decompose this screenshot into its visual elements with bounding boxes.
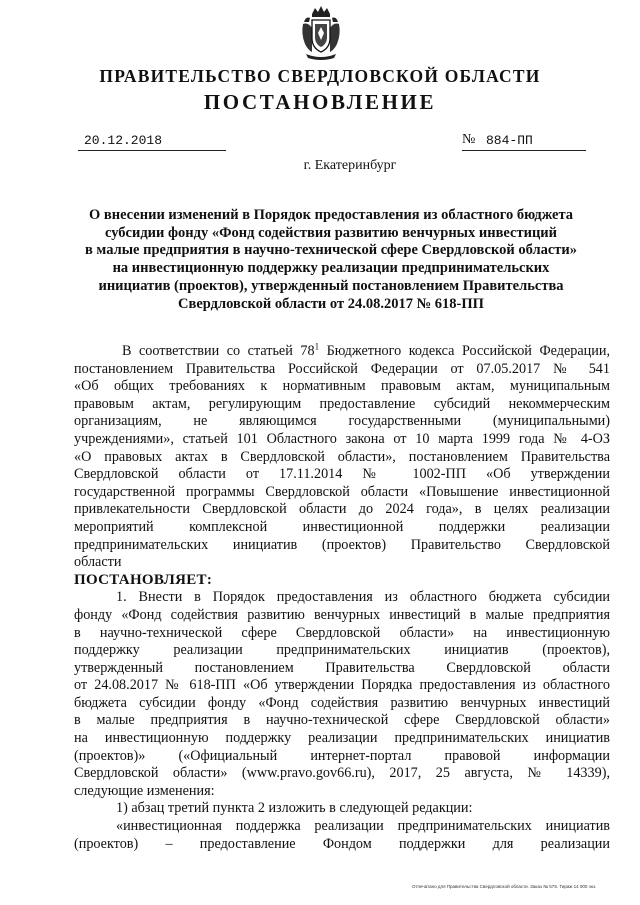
body-line: «О правовых актах в Свердловской области», постановлением Правительства	[74, 448, 610, 465]
body-line: Свердловской области от 17.11.2014 № 1002-ПП «Об утверждении	[74, 466, 610, 483]
body-line: постановлением Правительства Российской Федерации от 07.05.2017 № 541	[74, 360, 610, 377]
number-field	[462, 133, 586, 151]
body-line: привлекательности Свердловской области до 2024 года», в целях реализации	[74, 501, 610, 518]
title-line: в малые предприятия в научно-технической сфере Свердловской области»	[84, 242, 578, 259]
subitem-1: 1) абзац третий пункта 2 изложить в следующей редакции:	[116, 800, 473, 817]
title-line: на инвестиционную поддержку реализации предпринимательских	[112, 260, 550, 277]
body-line: фонду «Фонд содействия развитию венчурных инвестиций в малые предприятия	[74, 606, 610, 623]
item-1-first-line: 1. Внести в Порядок предоставления из областного бюджета субсидии	[116, 589, 610, 606]
document-body	[74, 343, 610, 853]
body-line: следующие изменения:	[74, 782, 215, 799]
decree-word: ПОСТАНОВЛЯЕТ:	[74, 571, 213, 588]
body-line: утвержденный постановлением Правительства Свердловской области	[74, 659, 610, 676]
title-line: инициатив (проектов), утвержденный постановлением Правительства	[98, 277, 564, 294]
preamble-first-line: В соответствии со статьей $78^1$ Бюджетного кодекса Российской Федерации,	[122, 341, 610, 359]
body-line: учреждениями», статьей 101 Областного закона от 10 марта 1999 года № 4-ОЗ	[74, 430, 610, 447]
document-number: 884-ПП	[486, 133, 533, 148]
body-line: от 24.08.2017 № 618-ПП «Об утверждении Порядка предоставления из областного	[74, 677, 610, 694]
body-line: Свердловской области» (www.pravo.gov66.ru), 2017, 25 августа, № 14339),	[74, 765, 610, 782]
document-title	[62, 207, 600, 313]
quote-line: (проектов) – предоставление Фондом поддержки для реализации	[74, 835, 610, 852]
city-name: г. Екатеринбург	[303, 158, 397, 173]
body-line: государственной программы Свердловской области «Повышение инвестиционной	[74, 483, 610, 500]
body-line: организациям, не являющимся государственными (муниципальными)	[74, 413, 610, 430]
coat-of-arms-emblem	[300, 4, 342, 62]
body-line: мероприятий комплексной инвестиционной поддержки реализации	[74, 518, 610, 535]
body-line: бюджета субсидии фонду «Фонд содействия развитию венчурных инвестиций	[74, 694, 610, 711]
body-line: поддержку реализации предпринимательских инициатив (проектов),	[74, 642, 610, 659]
document-type-title: ПОСТАНОВЛЕНИЕ	[203, 90, 437, 114]
document-date: 20.12.2018	[84, 133, 163, 148]
body-line: предпринимательских инициатив (проектов) Правительство Свердловской	[74, 536, 610, 553]
body-line: правовым актам, регулирующим предоставление субсидий некоммерческим	[74, 395, 610, 412]
body-line: в малые предприятия в научно-технической сфере Свердловской области»	[74, 712, 610, 729]
government-name: ПРАВИТЕЛЬСТВО СВЕРДЛОВСКОЙ ОБЛАСТИ	[99, 66, 541, 86]
date-field	[78, 133, 226, 151]
number-sign: №	[462, 132, 476, 147]
title-line: О внесении изменений в Порядок предоставления из областного бюджета	[88, 207, 574, 223]
title-line: Свердловской области от 24.08.2017 № 618-ПП	[178, 295, 484, 312]
body-line: (проектов)» («Официальный интернет-портал правовой информации	[74, 747, 610, 764]
print-footer: Отпечатано для Правительства Свердловской области. Заказ № 575. Тираж 14 000 экз.	[412, 884, 597, 889]
body-line: на инвестиционную поддержку реализации предпринимательских инициатив	[74, 730, 610, 747]
body-line: в научно-технической сфере Свердловской области» на инвестиционную	[74, 624, 610, 641]
body-line: области	[74, 554, 122, 571]
title-line: субсидии фонду «Фонд содействия развитию венчурных инвестиций	[104, 224, 558, 241]
body-line: «Об общих требованиях к нормативным правовым актам, муниципальным	[74, 378, 610, 395]
quote-first-line: «инвестиционная поддержка реализации предпринимательских инициатив	[116, 818, 610, 835]
